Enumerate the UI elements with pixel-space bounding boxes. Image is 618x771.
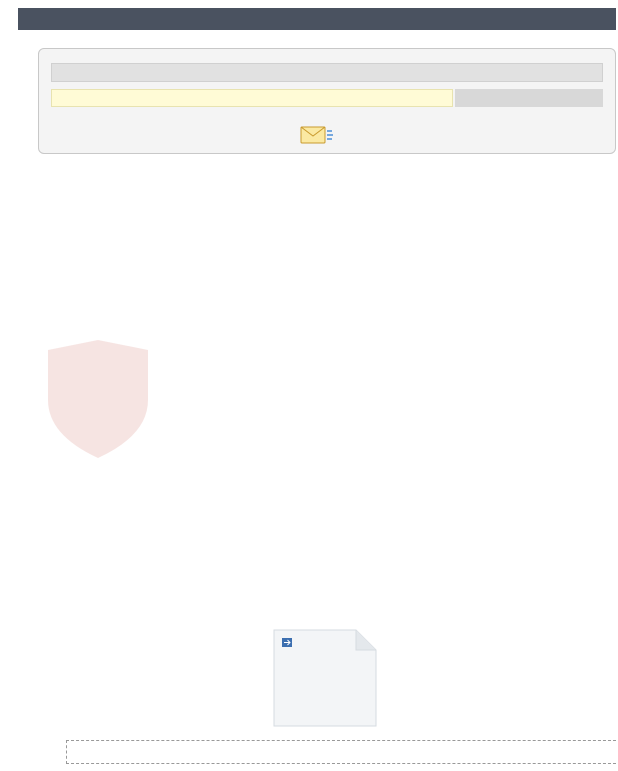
contact-row: [51, 89, 603, 107]
file-table-header: [66, 740, 616, 764]
envelope-icon[interactable]: [299, 123, 333, 147]
contact-panel: [38, 48, 616, 154]
contact-heading: [51, 63, 603, 82]
no-picture-image: [272, 628, 378, 728]
contact-value: [51, 89, 453, 107]
tender-page: [18, 8, 616, 771]
page-title: [18, 8, 616, 30]
contact-label: [455, 89, 603, 107]
